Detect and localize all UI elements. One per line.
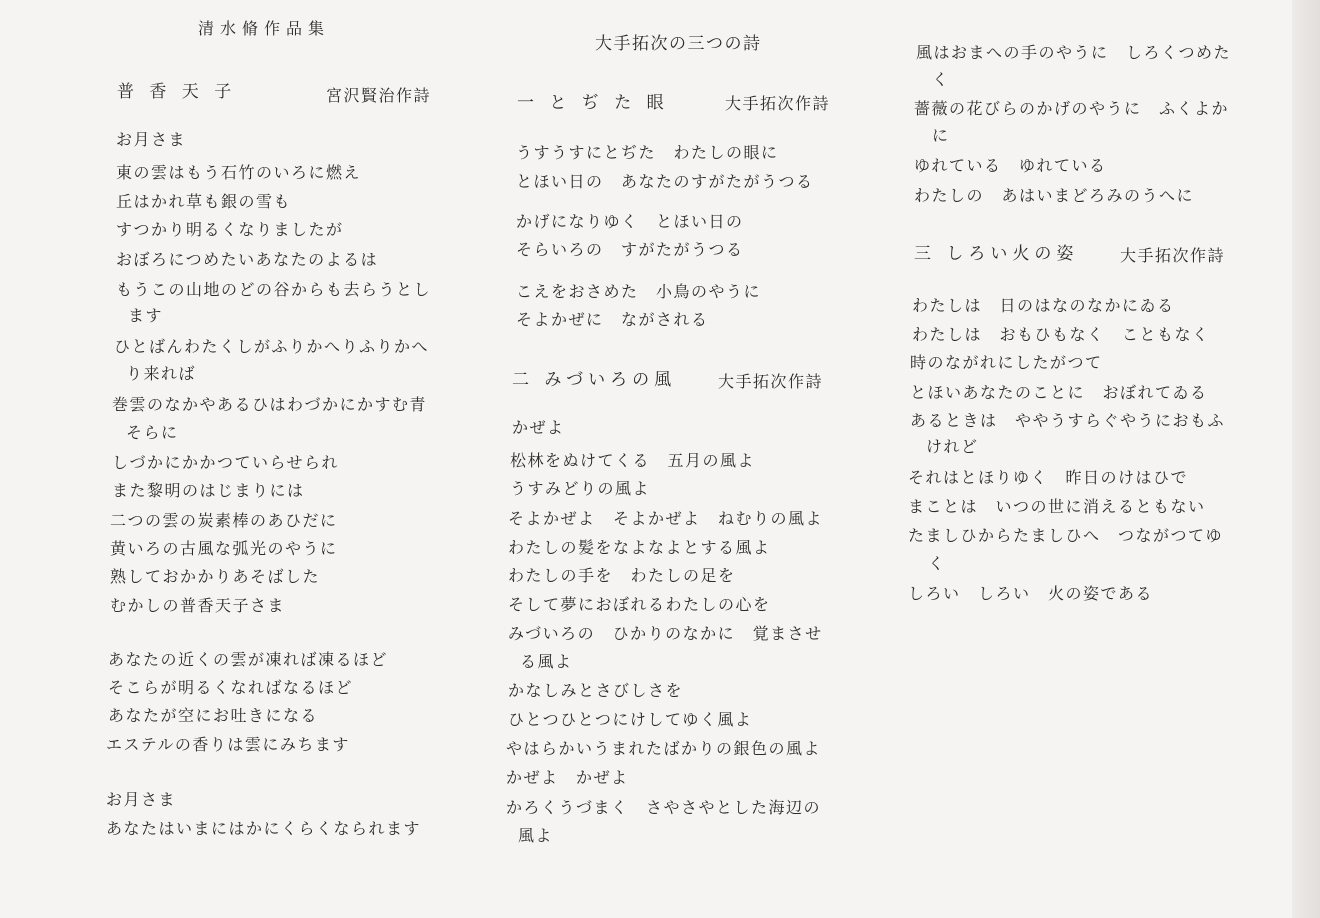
- poem-line: 東の雲はもう石竹のいろに燃え: [116, 163, 362, 182]
- collection-title: 大手拓次の三つの詩: [595, 34, 762, 54]
- poem-line: 松林をぬけてくる 五月の風よ: [510, 451, 756, 470]
- poem-line: そよかぜに ながされる: [516, 310, 709, 329]
- poem-line: ます: [128, 306, 164, 325]
- poem-line: お月さま: [116, 130, 187, 149]
- poem-author: 大手拓次作詩: [725, 94, 831, 113]
- poem-line: わたしは 日のはなのなかにゐる: [912, 296, 1175, 315]
- poem-line: とほい日の あなたのすがたがうつる: [516, 172, 814, 191]
- poem-line: 黄いろの古風な弧光のやうに: [110, 539, 338, 558]
- poem-line: に: [932, 126, 950, 145]
- poem-line: あなたが空にお吐きになる: [108, 706, 319, 725]
- poem-line: また黎明のはじまりには: [112, 481, 305, 500]
- poem-line: 風よ: [518, 826, 554, 845]
- poem-line: うすみどりの風よ: [510, 479, 651, 498]
- poem-line: お月さま: [106, 790, 177, 809]
- poem-line: かげになりゆく とほい日の: [516, 212, 744, 231]
- poem-line: そこらが明るくなればなるほど: [108, 678, 354, 697]
- poem-line: 風はおまへの手のやうに しろくつめた: [916, 43, 1232, 62]
- poem-line: り来れば: [126, 364, 197, 383]
- poem-author: 大手拓次作詩: [1120, 246, 1226, 265]
- poem-line: 巻雲のなかやあるひはわづかにかすむ青: [112, 395, 428, 414]
- poem-line: ゆれている ゆれている: [914, 156, 1107, 175]
- poem-line: あるときは ややうすらぐやうにおもふ: [910, 411, 1226, 430]
- book-title: 清水脩作品集: [198, 19, 331, 38]
- poem-author: 大手拓次作詩: [718, 372, 824, 391]
- poem-line: る風よ: [520, 652, 573, 671]
- poem-line: こえをおさめた 小鳥のやうに: [516, 282, 762, 301]
- poem-line: とほいあなたのことに おぼれてゐる: [910, 383, 1208, 402]
- poem-line: 薔薇の花びらのかげのやうに ふくよか: [914, 99, 1230, 118]
- poem-line: わたしの髪をなよなよとする風よ: [508, 538, 771, 557]
- poem-title: 三 しろい火の姿: [914, 244, 1079, 264]
- poem-line: 丘はかれ草も銀の雪も: [116, 192, 292, 211]
- poem-line: かなしみとさびしさを: [508, 681, 684, 700]
- page-edge-shadow: [1292, 0, 1320, 918]
- poem-line: まことは いつの世に消えるともない: [908, 497, 1206, 516]
- poem-line: けれど: [926, 437, 979, 456]
- poem-line: そらに: [126, 423, 179, 442]
- poem-line: エステルの香りは雲にみちます: [106, 735, 350, 754]
- poem-line: かろくうづまく さやさやとした海辺の: [506, 798, 822, 817]
- poem-line: あなたの近くの雲が凍れば凍るほど: [108, 650, 389, 669]
- poem-line: あなたはいまにはかにくらくなられます: [106, 819, 422, 838]
- poem-line: たましひからたましひへ つながつてゆ: [908, 526, 1224, 545]
- poem-line: そよかぜよ そよかぜよ ねむりの風よ: [508, 509, 824, 528]
- poem-title: 普 香 天 子: [117, 82, 237, 102]
- poem-title: 二 みづいろの風: [512, 370, 677, 390]
- poem-line: しろい しろい 火の姿である: [908, 584, 1154, 603]
- poem-line: かぜよ かぜよ: [506, 768, 629, 787]
- poem-line: く: [932, 70, 950, 89]
- poem-line: すつかり明るくなりましたが: [116, 220, 344, 239]
- poem-line: そして夢におぼれるわたしの心を: [508, 595, 771, 614]
- poem-line: ひとばんわたくしがふりかへりふりかへ: [114, 337, 430, 356]
- poem-line: く: [928, 554, 946, 573]
- poem-line: おぼろにつめたいあなたのよるは: [116, 250, 379, 269]
- poem-line: しづかにかかつていらせられ: [112, 453, 340, 472]
- poem-line: 二つの雲の炭素棒のあひだに: [110, 511, 338, 530]
- poem-line: やはらかいうまれたばかりの銀色の風よ: [506, 739, 822, 758]
- poem-line: むかしの普香天子さま: [110, 596, 286, 615]
- poem-line: 時のながれにしたがつて: [910, 353, 1103, 372]
- poem-line: わたしは おもひもなく こともなく: [912, 325, 1210, 344]
- poem-line: そらいろの すがたがうつる: [516, 240, 744, 259]
- poem-author: 宮沢賢治作詩: [326, 86, 432, 105]
- poem-line: 熟しておかかりあそばした: [110, 567, 321, 586]
- poem-line: わたしの あはいまどろみのうへに: [914, 186, 1195, 205]
- poem-line: もうこの山地のどの谷からも去らうとし: [116, 280, 432, 299]
- poem-title: 一 と ぢ た 眼: [517, 93, 669, 113]
- poem-line: ひとつひとつにけしてゆく風よ: [508, 710, 753, 729]
- poem-line: かぜよ: [512, 418, 565, 437]
- poem-line: それはとほりゆく 昨日のけはひで: [908, 468, 1189, 487]
- poem-line: うすうすにとぢた わたしの眼に: [516, 143, 779, 162]
- poem-line: みづいろの ひかりのなかに 覚まさせ: [508, 624, 823, 643]
- poem-line: わたしの手を わたしの足を: [508, 566, 736, 585]
